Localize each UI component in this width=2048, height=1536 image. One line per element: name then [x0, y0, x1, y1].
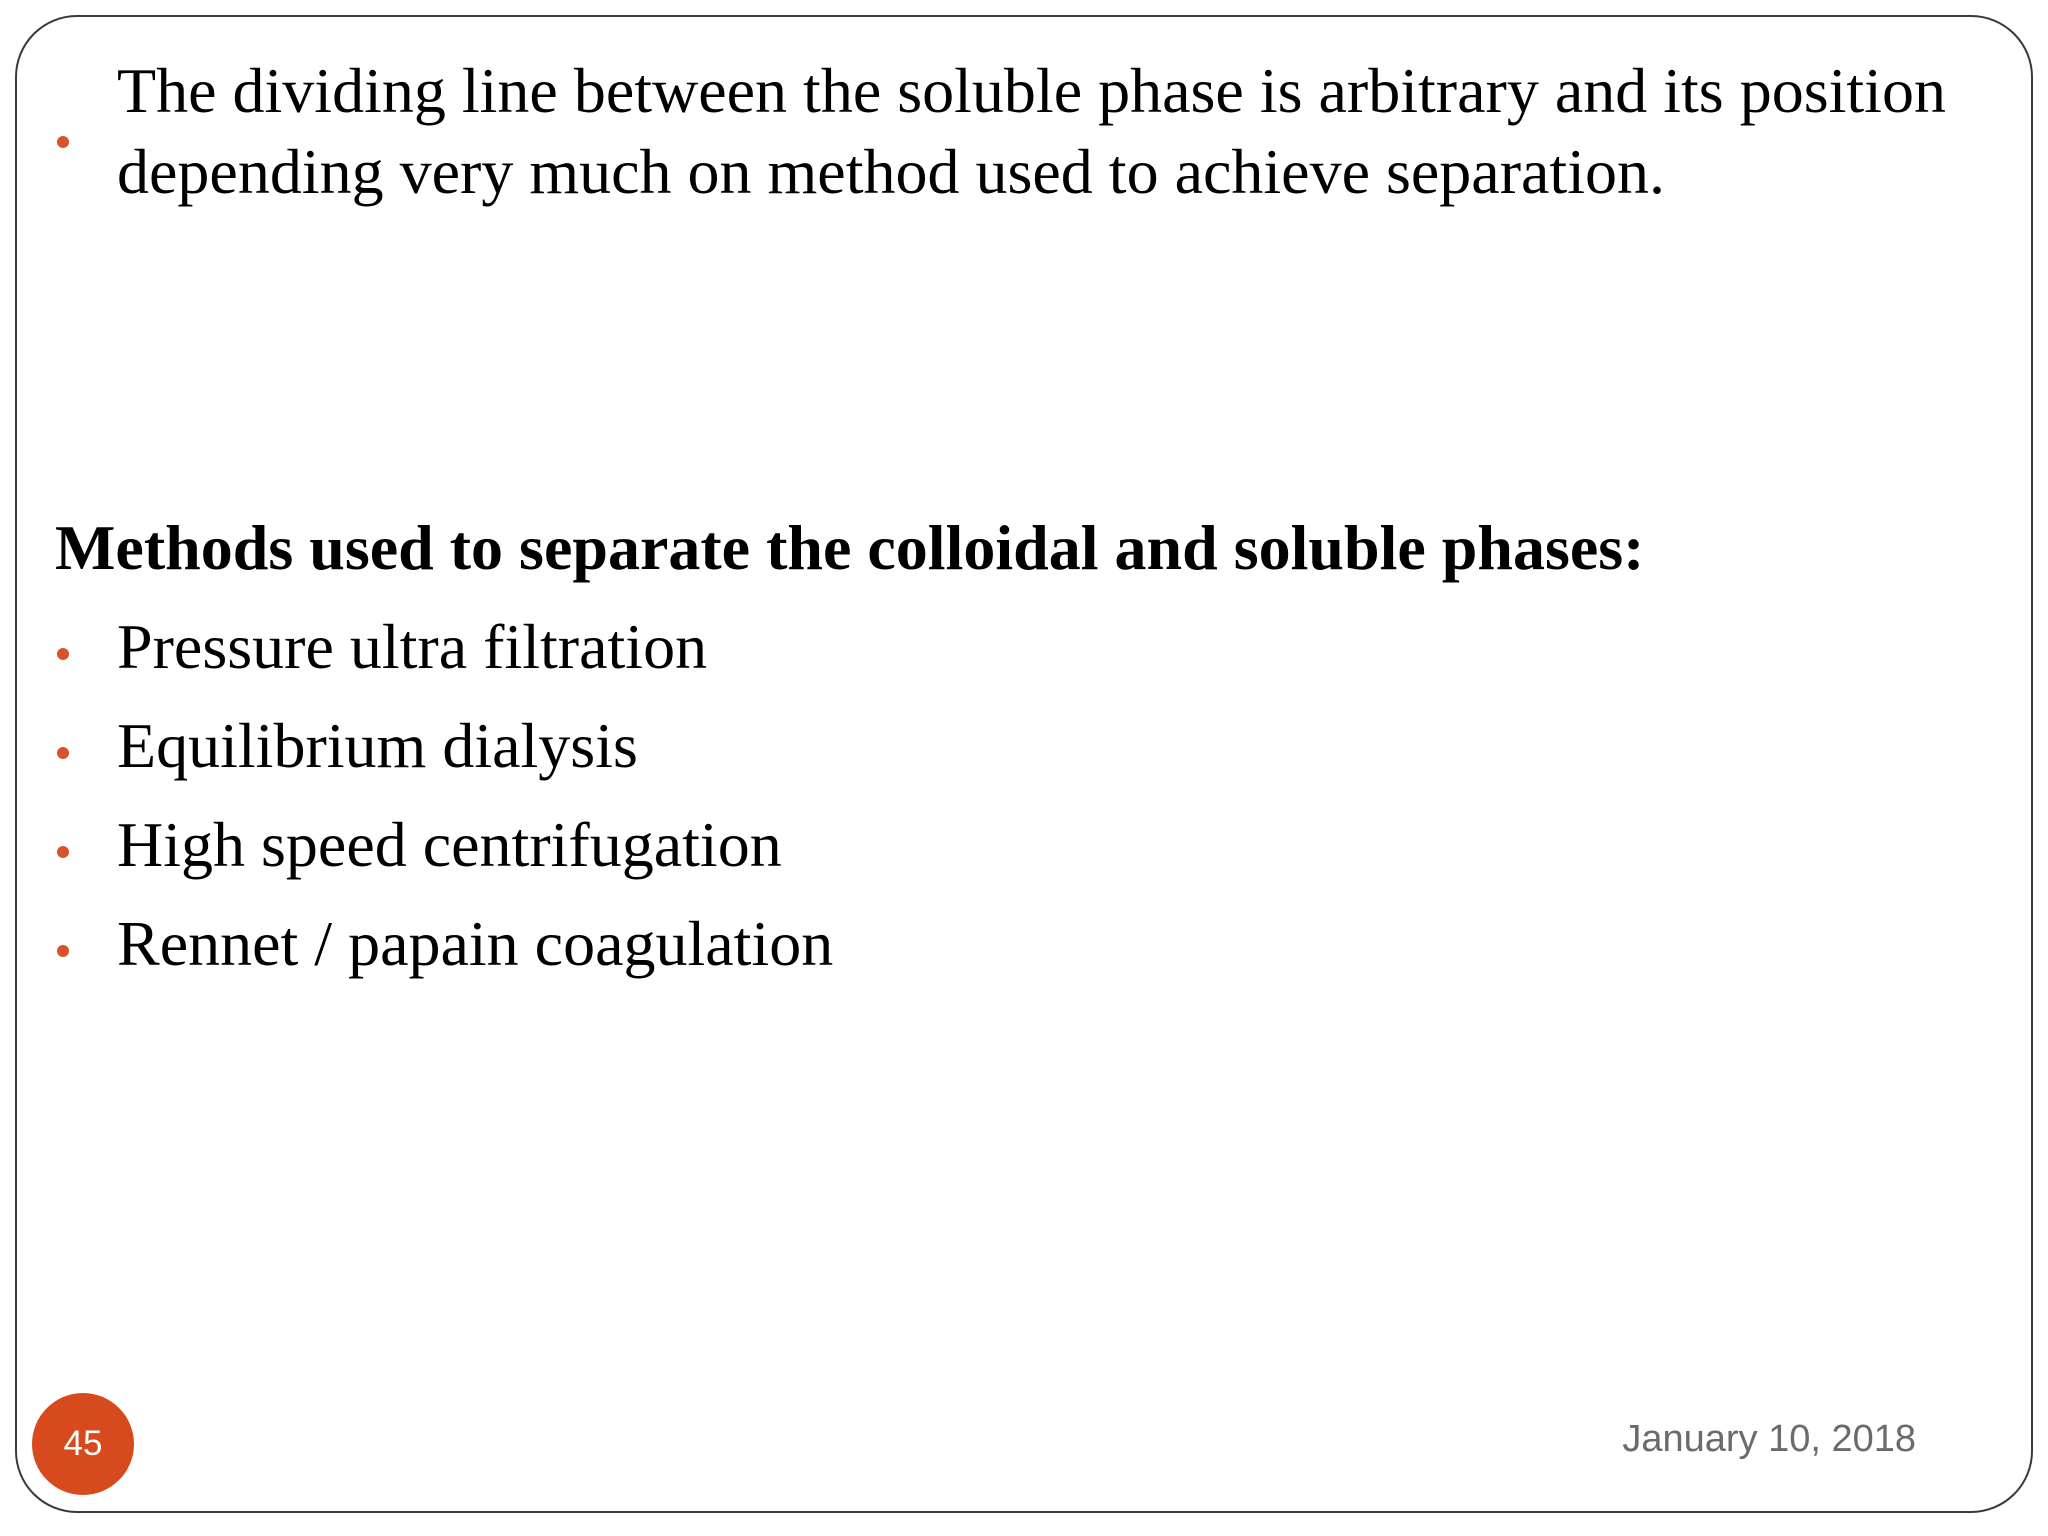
method-item [0, 705, 1000, 795]
method-label: Pressure ultra filtration [117, 611, 708, 682]
method-item [0, 804, 1000, 894]
bullet-icon [57, 136, 69, 148]
method-label: High speed centrifugation [117, 809, 782, 880]
bullet-icon [57, 846, 69, 858]
method-item [0, 606, 1000, 696]
intro-text: The dividing line between the soluble phase is arbitrary and its position depending very much on method used to achieve separation. [117, 55, 1946, 207]
section-heading: Methods used to separate the colloidal and soluble phases: [55, 512, 1645, 583]
slide-number-badge: 45 [32, 1393, 134, 1495]
bullet-icon [57, 747, 69, 759]
slide-date: January 10, 2018 [1622, 1418, 1916, 1460]
bullet-icon [57, 945, 69, 957]
method-label: Equilibrium dialysis [117, 710, 638, 781]
method-label: Rennet / papain coagulation [117, 908, 834, 979]
method-item [0, 903, 1000, 993]
bullet-icon [57, 648, 69, 660]
